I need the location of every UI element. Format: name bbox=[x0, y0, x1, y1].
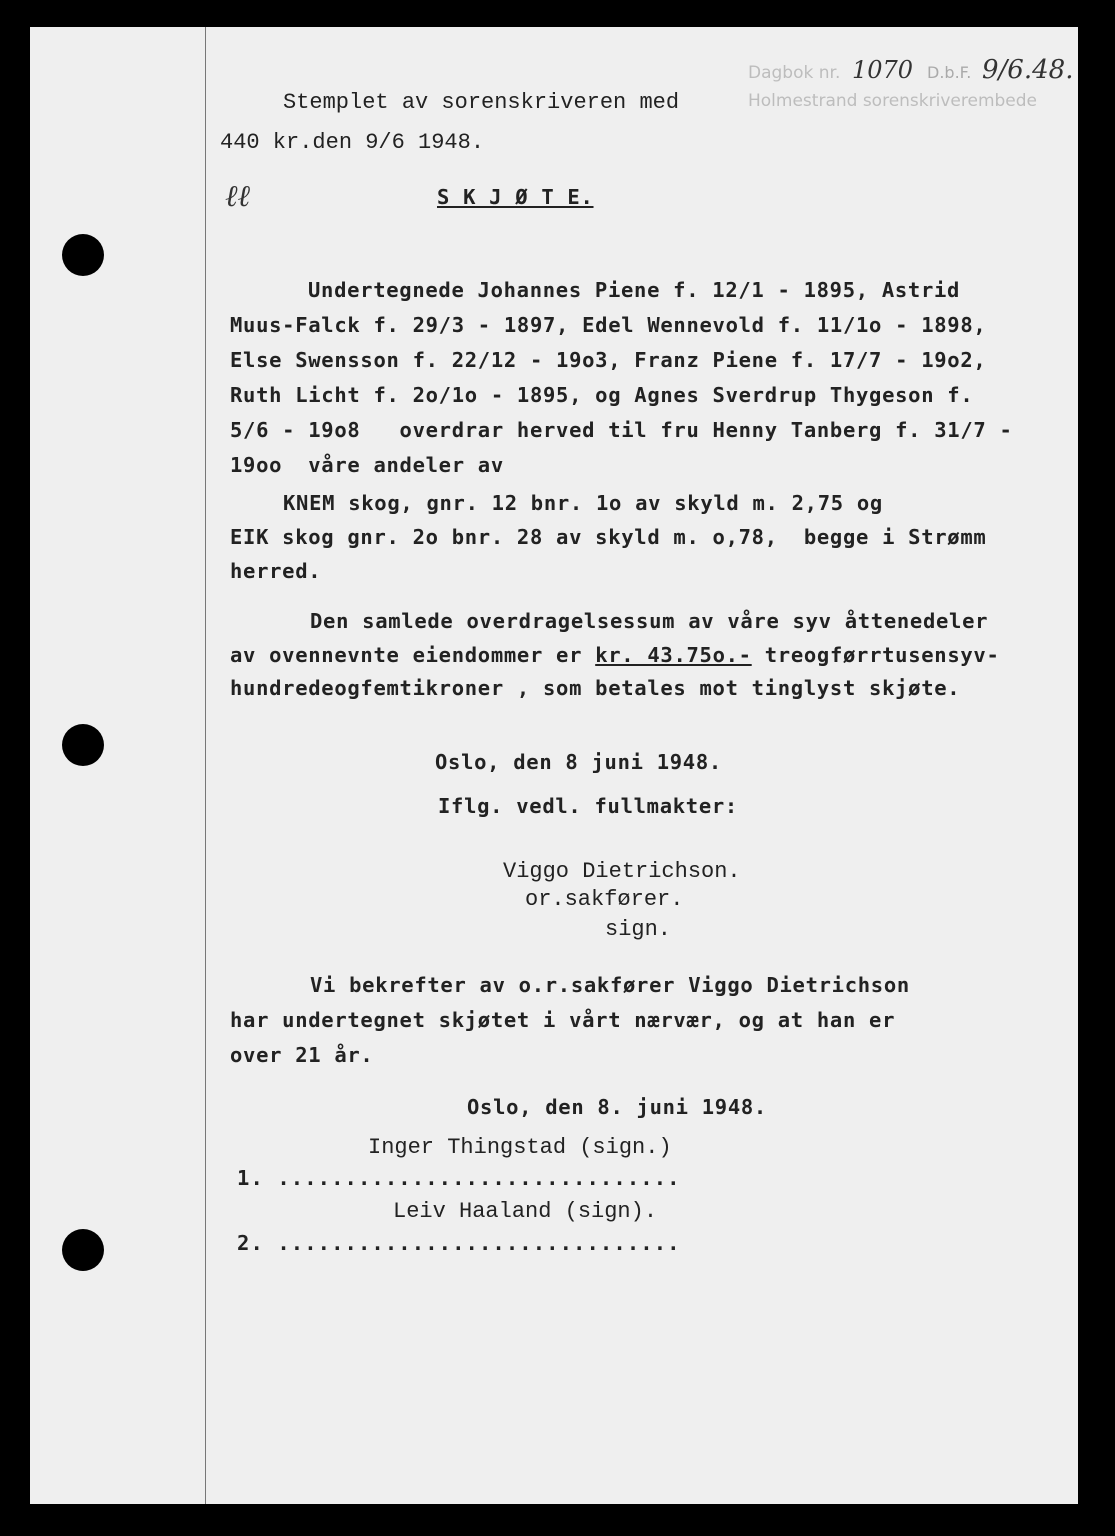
body-line bbox=[230, 642, 1000, 668]
proxy-note: Iflg. vedl. fullmakter: bbox=[438, 794, 738, 818]
signer-sign: sign. bbox=[605, 917, 672, 942]
witness-line: 1. .............................. bbox=[237, 1166, 681, 1190]
body-text: treogførrtusensyv- bbox=[751, 643, 1000, 667]
body-line: 19oo våre andeler av bbox=[230, 453, 504, 477]
body-line: Vi bekrefter av o.r.sakfører Viggo Dietrichson bbox=[310, 973, 910, 997]
stamp-date: 9/6.48. bbox=[982, 55, 1074, 85]
body-line: herred. bbox=[230, 559, 322, 583]
place-date: Oslo, den 8 juni 1948. bbox=[435, 750, 722, 774]
place-date: Oslo, den 8. juni 1948. bbox=[467, 1095, 767, 1119]
body-line: KNEM skog, gnr. 12 bnr. 1o av skyld m. 2,75 og bbox=[283, 491, 883, 515]
body-line: Ruth Licht f. 2o/1o - 1895, og Agnes Sverdrup Thygeson f. bbox=[230, 383, 974, 407]
witness-name: Inger Thingstad (sign.) bbox=[368, 1135, 672, 1160]
sum-amount: kr. 43.75o.- bbox=[595, 643, 752, 667]
body-line: over 21 år. bbox=[230, 1043, 374, 1067]
punch-hole-icon bbox=[62, 724, 104, 766]
initials-signature-icon: ℓℓ bbox=[225, 179, 250, 214]
signer-name: Viggo Dietrichson. bbox=[503, 859, 741, 884]
witness-name: Leiv Haaland (sign). bbox=[393, 1199, 658, 1224]
witness-line: 2. .............................. bbox=[237, 1231, 681, 1255]
stamp-note-line1: Stemplet av sorenskriveren med bbox=[283, 90, 680, 115]
margin-line bbox=[205, 27, 206, 1504]
stamp-dbf-label: D.b.F. bbox=[927, 63, 972, 82]
body-line: Muus-Falck f. 29/3 - 1897, Edel Wennevold f. 11/1o - 1898, bbox=[230, 313, 987, 337]
signer-title: or.sakfører. bbox=[525, 887, 684, 912]
body-line: Den samlede overdragelsessum av våre syv åttenedeler bbox=[310, 609, 989, 633]
stamp-office: Holmestrand sorenskriverembede bbox=[748, 91, 1037, 111]
body-line: 5/6 - 19o8 overdrar herved til fru Henny Tanberg f. 31/7 - bbox=[230, 418, 1013, 442]
punch-hole-icon bbox=[62, 234, 104, 276]
stamp-dagbok-number: 1070 bbox=[852, 56, 914, 84]
stamp-dagbok-label: Dagbok nr. bbox=[748, 63, 841, 83]
punch-hole-icon bbox=[62, 1229, 104, 1271]
stamp-note-line2: 440 kr.den 9/6 1948. bbox=[220, 130, 485, 155]
body-text: av ovennevnte eiendommer er bbox=[230, 643, 596, 667]
body-line: Undertegnede Johannes Piene f. 12/1 - 1895, Astrid bbox=[308, 278, 961, 302]
body-line: har undertegnet skjøtet i vårt nærvær, og at han er bbox=[230, 1008, 896, 1032]
document-page bbox=[30, 27, 1078, 1504]
document-title: S K J Ø T E. bbox=[437, 185, 594, 209]
body-line: EIK skog gnr. 2o bnr. 28 av skyld m. o,78, begge i Strømm bbox=[230, 525, 987, 549]
body-line: Else Swensson f. 22/12 - 19o3, Franz Piene f. 17/7 - 19o2, bbox=[230, 348, 987, 372]
body-line: hundredeogfemtikroner , som betales mot tinglyst skjøte. bbox=[230, 676, 961, 700]
